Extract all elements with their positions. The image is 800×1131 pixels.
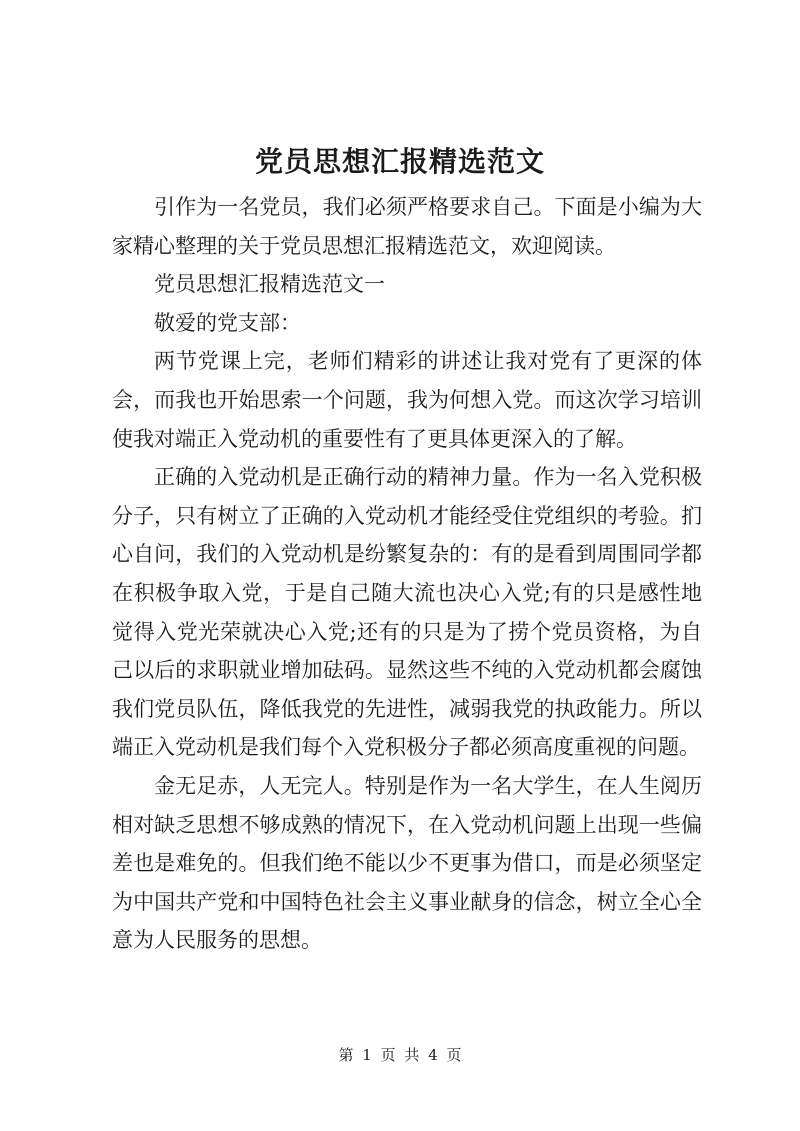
body-paragraph: 金无足赤，人无完人。特别是作为一名大学生，在人生阅历相对缺乏思想不够成熟的情况下，在入党动机问题上出现一些偏差也是难免的。但我们绝不能以少不更事为借口，而是必须坚定为中国共产党和中国特色社会主义事业献身的信念，树立全心全意为人民服务的思想。 [112,773,702,953]
body-paragraph: 正确的入党动机是正确行动的精神力量。作为一名入党积极分子，只有树立了正确的入党动机才能经受住党组织的考验。扪心自问，我们的入党动机是纷繁复杂的：有的是看到周围同学都在积极争取入党，于是自己随大流也决心入党;有的只是感性地觉得入党光荣就决心入党;还有的只是为了捞个党员资格，为自己以后的求职就业增加砝码。显然这些不纯的入党动机都会腐蚀我们党员队伍，降低我党的先进性，减弱我党的执政能力。所以端正入党动机是我们每个入党积极分子都必须高度重视的问题。 [112,465,702,760]
document-title: 党员思想汇报精选范文 [254,145,545,178]
document-body [112,188,702,960]
section-heading: 党员思想汇报精选范文一 [154,272,385,297]
intro-paragraph: 引作为一名党员，我们必须严格要求自己。下面是小编为大家精心整理的关于党员思想汇报精选范文，欢迎阅读。 [112,195,702,258]
salutation: 敬爱的党支部： [154,310,301,335]
body-paragraph: 两节党课上完，老师们精彩的讲述让我对党有了更深的体会，而我也开始思索一个问题，我为何想入党。而这次学习培训使我对端正入党动机的重要性有了更具体更深入的了解。 [112,349,702,451]
page-footer: 第 1 页 共 4 页 [338,1046,462,1064]
